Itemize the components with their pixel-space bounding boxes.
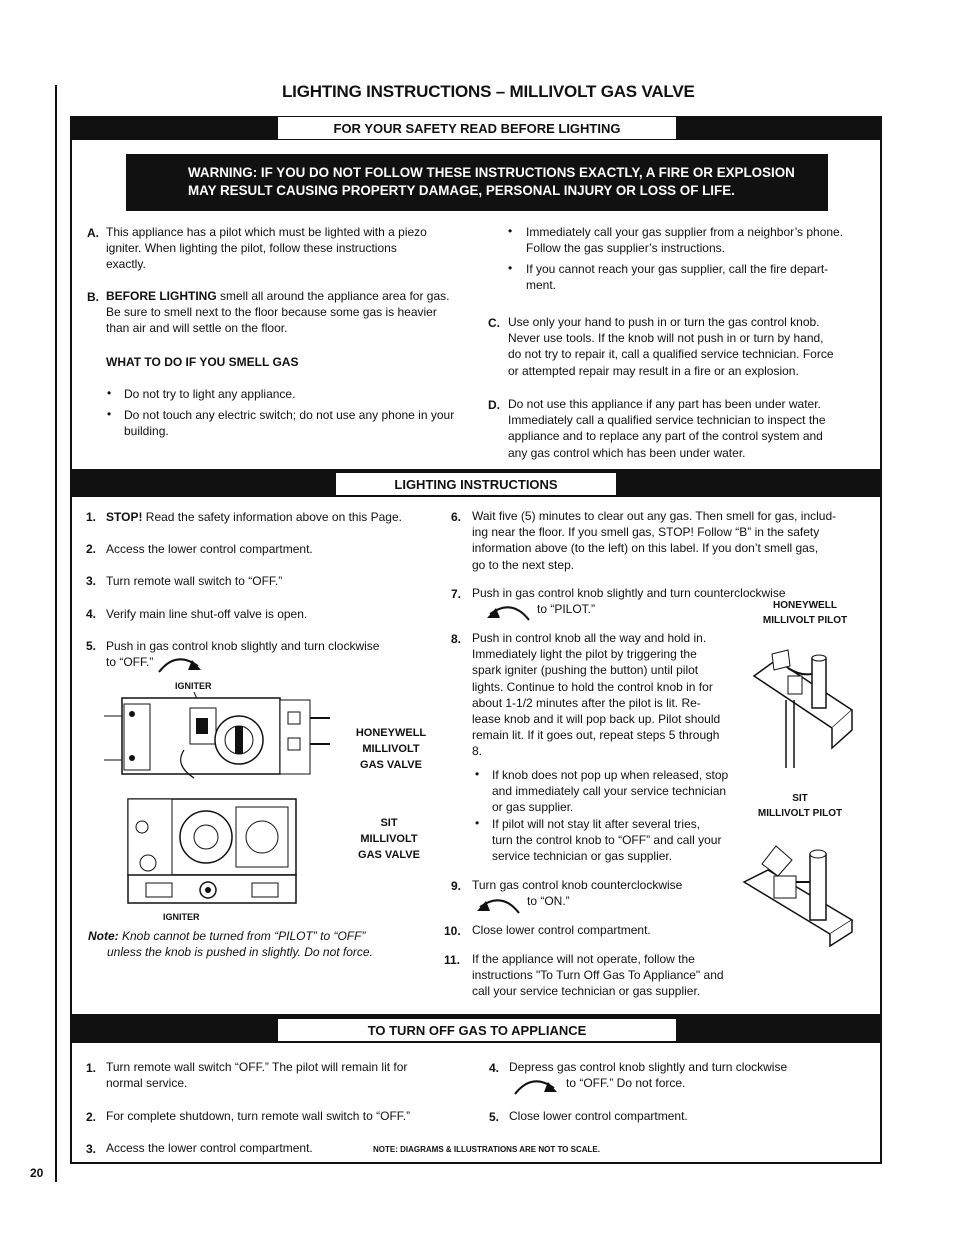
step-10: Close lower control compartment. <box>472 923 651 937</box>
counterclockwise-arrow-icon <box>474 893 522 915</box>
turnoff-line: Turn remote wall switch “OFF.” The pilot will remain lit for <box>106 1060 408 1074</box>
step-7-line-2: to “PILOT.” <box>537 602 596 616</box>
bullet-glyph: • <box>475 816 480 830</box>
step-8-line: lease knob and it will pop back up. Pilot should <box>472 712 721 727</box>
step-8-line: Immediately light the pilot by triggering the <box>472 647 697 662</box>
smell-item-line: building. <box>124 424 169 439</box>
bullet-line: If pilot will not stay lit after several tries, <box>492 817 701 831</box>
smell-item-line: Do not touch any electric switch; do not use any phone in your <box>124 408 455 422</box>
step-6-line: Wait five (5) minutes to clear out any gas. Then smell for gas, includ- <box>472 509 837 523</box>
item-marker-d: D. <box>488 398 500 412</box>
item-b-line: than air and will settle on the floor. <box>106 321 288 336</box>
honeywell-pilot-illustration <box>748 640 858 770</box>
step-8-line: 8. <box>472 744 483 759</box>
step-1-lead: STOP! <box>106 510 143 524</box>
smell-item-1: Do not try to light any appliance. <box>124 387 296 401</box>
knob-note <box>88 928 373 960</box>
turnoff-line: normal service. <box>106 1076 188 1091</box>
item-d-line: appliance and to replace any part of the control system and <box>508 429 823 444</box>
bullet-glyph: • <box>107 386 112 400</box>
step-3: Turn remote wall switch to “OFF.” <box>106 574 283 588</box>
smell-item-2 <box>124 407 454 439</box>
warning-banner <box>126 154 828 211</box>
sit-valve-caption <box>344 815 434 863</box>
caption-line: HONEYWELL <box>355 727 427 739</box>
turnoff-step-2: For complete shutdown, turn remote wall switch to “OFF.” <box>106 1109 411 1123</box>
caption-line: SIT <box>380 817 398 829</box>
caption-line: HONEYWELL <box>773 600 837 611</box>
item-a-line: igniter. When lighting the pilot, follow these instructions <box>106 241 397 256</box>
item-b-line: Be sure to smell next to the floor because some gas is heavier <box>106 305 437 320</box>
bullet-line: or gas supplier. <box>492 800 574 815</box>
turnoff-step-5: Close lower control compartment. <box>509 1109 688 1123</box>
page-title: LIGHTING INSTRUCTIONS – MILLIVOLT GAS VALVE <box>282 82 695 101</box>
step-8-line: remain lit. If it goes out, repeat steps 5 through <box>472 728 720 743</box>
item-c-line: do not try to repair it, call a qualified service technician. Force <box>508 347 834 362</box>
step-6 <box>472 508 836 573</box>
step-11-line: call your service technician or gas supplier. <box>472 984 701 999</box>
step-8-line: lights. Continue to hold the control knob in for <box>472 679 713 694</box>
lighting-header: LIGHTING INSTRUCTIONS <box>336 473 616 495</box>
step-5-line: Push in gas control knob slightly and turn clockwise <box>106 639 380 653</box>
step-2: Access the lower control compartment. <box>106 542 313 556</box>
warning-line-1: WARNING: IF YOU DO NOT FOLLOW THESE INSTRUCTIONS EXACTLY, A FIRE OR EXPLOSION <box>188 165 795 180</box>
sit-gas-valve-illustration <box>124 793 308 905</box>
page-number: 20 <box>30 1166 44 1180</box>
bullet-line: service technician or gas supplier. <box>492 849 673 864</box>
igniter-label: IGNITER <box>175 681 212 691</box>
step-5-line: to “OFF.” <box>106 655 154 670</box>
step-8-bullet-1 <box>492 767 728 816</box>
caption-line: SIT <box>792 793 808 804</box>
step-7-line-1: Push in gas control knob slightly and turn counterclockwise <box>472 586 786 600</box>
caption-line: MILLIVOLT PILOT <box>762 615 848 626</box>
step-8 <box>472 630 720 760</box>
step-number: 7. <box>451 587 462 601</box>
step-number: 11. <box>444 953 461 967</box>
step-number: 5. <box>86 639 97 653</box>
warning-line-2: MAY RESULT CAUSING PROPERTY DAMAGE, PERSONAL INJURY OR LOSS OF LIFE. <box>188 183 735 198</box>
sit-pilot-illustration <box>740 836 858 950</box>
smell-item-line: Immediately call your gas supplier from a neighbor’s phone. <box>526 225 844 239</box>
scale-note: NOTE: DIAGRAMS & ILLUSTRATIONS ARE NOT TO SCALE. <box>373 1145 600 1154</box>
step-11 <box>472 951 724 1000</box>
smell-item-line: ment. <box>526 278 557 293</box>
item-c-line: Use only your hand to push in or turn the gas control knob. <box>508 315 820 329</box>
step-8-bullet-2 <box>492 816 721 865</box>
bullet-line: and immediately call your service technician <box>492 784 727 799</box>
item-b-lead: BEFORE LIGHTING <box>106 289 217 303</box>
note-line: Knob cannot be turned from “PILOT” to “OFF” <box>118 929 366 943</box>
caption-line: MILLIVOLT PILOT <box>757 808 843 819</box>
step-9-line-2: to “ON.” <box>527 894 570 908</box>
step-6-line: ing near the floor. If you smell gas, STOP! Follow “B” in the safety <box>472 525 820 540</box>
item-b-text <box>106 288 449 337</box>
safety-header: FOR YOUR SAFETY READ BEFORE LIGHTING <box>278 117 676 139</box>
note-lead: Note: <box>88 929 119 943</box>
step-1-text: Read the safety information above on this Page. <box>142 510 402 524</box>
step-number: 6. <box>451 510 462 524</box>
item-d-line: Immediately call a qualified service technician to inspect the <box>508 413 826 428</box>
step-11-line: instructions "To Turn Off Gas To Appliance" and <box>472 968 724 983</box>
step-8-line: about 1-1/2 minutes after the pilot is lit. Re- <box>472 695 701 710</box>
step-number: 5. <box>489 1110 500 1124</box>
step-number: 3. <box>86 1142 97 1156</box>
caption-line: GAS VALVE <box>360 759 422 771</box>
caption-line: MILLIVOLT <box>360 833 418 845</box>
counterclockwise-arrow-icon <box>484 600 532 622</box>
smell-item-4 <box>526 261 828 293</box>
step-6-line: information above (to the left) on this label. If you don’t smell gas, <box>472 541 819 556</box>
bullet-line: turn the control knob to “OFF” and call your <box>492 833 722 848</box>
step-number: 3. <box>86 574 97 588</box>
clockwise-arrow-icon <box>512 1074 560 1096</box>
turnoff-step-3: Access the lower control compartment. <box>106 1141 313 1155</box>
item-a-line: This appliance has a pilot which must be lighted with a piezo <box>106 225 427 239</box>
item-b-line: smell all around the appliance area for gas. <box>216 289 450 303</box>
turnoff-step-4-line-1: Depress gas control knob slightly and turn clockwise <box>509 1060 788 1074</box>
smell-item-3 <box>526 224 843 256</box>
note-line: unless the knob is pushed in slightly. Do not force. <box>107 945 373 960</box>
honeywell-gas-valve-illustration <box>104 690 332 782</box>
left-margin-rule <box>55 85 57 1182</box>
caption-line: GAS VALVE <box>358 849 420 861</box>
smell-item-line: Follow the gas supplier’s instructions. <box>526 241 725 256</box>
bullet-glyph: • <box>508 261 513 275</box>
step-1 <box>106 509 402 525</box>
honeywell-pilot-caption <box>755 598 855 628</box>
step-number: 2. <box>86 1110 97 1124</box>
item-c-line: Never use tools. If the knob will not push in or turn by hand, <box>508 331 824 346</box>
step-8-line: Push in control knob all the way and hold in. <box>472 631 707 645</box>
bullet-line: If knob does not pop up when released, stop <box>492 768 729 782</box>
step-8-line: spark igniter (pushing the button) until pilot <box>472 663 699 678</box>
item-d-line: any gas control which has been under water. <box>508 445 746 460</box>
step-11-line: If the appliance will not operate, follow the <box>472 952 695 966</box>
item-c-line: or attempted repair may result in a fire or an explosion. <box>508 363 799 378</box>
clockwise-arrow-icon <box>156 652 204 674</box>
step-number: 4. <box>489 1061 500 1075</box>
igniter-label-2: IGNITER <box>163 912 200 922</box>
item-d-line: Do not use this appliance if any part has been under water. <box>508 397 821 411</box>
step-number: 1. <box>86 1061 97 1075</box>
sit-pilot-caption <box>750 791 850 821</box>
turnoff-step-1 <box>106 1059 407 1091</box>
step-9-line-1: Turn gas control knob counterclockwise <box>472 878 683 892</box>
item-marker-c: C. <box>488 316 500 330</box>
bullet-glyph: • <box>508 224 513 238</box>
step-number: 8. <box>451 632 462 646</box>
item-a-text <box>106 224 427 273</box>
item-c-text <box>508 314 834 379</box>
smell-item-line: If you cannot reach your gas supplier, call the fire depart- <box>526 262 829 276</box>
item-a-line: exactly. <box>106 257 146 272</box>
step-6-line: go to the next step. <box>472 557 575 572</box>
bullet-glyph: • <box>475 767 480 781</box>
step-number: 1. <box>86 510 97 524</box>
step-number: 9. <box>451 879 462 893</box>
turnoff-step-4-line-2: to “OFF.” Do not force. <box>566 1076 686 1090</box>
step-number: 2. <box>86 542 97 556</box>
bullet-glyph: • <box>107 407 112 421</box>
item-marker-b: B. <box>87 290 99 304</box>
turnoff-header: TO TURN OFF GAS TO APPLIANCE <box>278 1019 676 1041</box>
item-d-text <box>508 396 826 461</box>
caption-line: MILLIVOLT <box>362 743 420 755</box>
step-4: Verify main line shut-off valve is open. <box>106 607 308 621</box>
step-5 <box>106 638 379 670</box>
item-marker-a: A. <box>87 226 99 240</box>
smell-gas-heading: WHAT TO DO IF YOU SMELL GAS <box>106 355 299 369</box>
step-number: 4. <box>86 607 97 621</box>
step-number: 10. <box>444 924 461 938</box>
honeywell-valve-caption <box>346 725 436 773</box>
